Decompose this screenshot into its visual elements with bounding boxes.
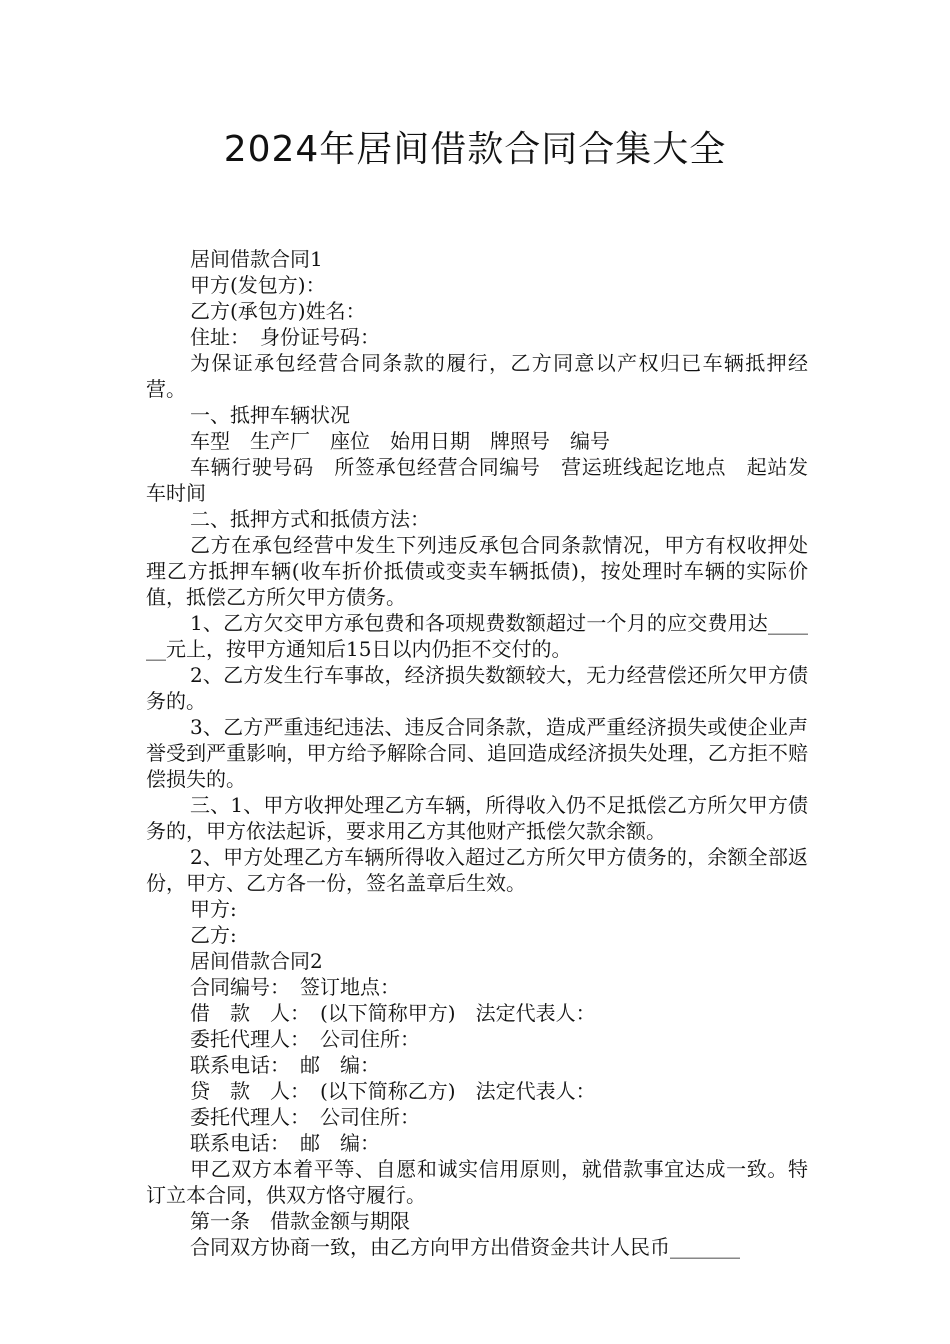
- paragraph: 3、乙方严重违纪违法、违反合同条款，造成严重经济损失或使企业声誉受到严重影响，甲方给予解除合同、追回造成经济损失处理，乙方拒不赔偿损失的。: [146, 715, 808, 791]
- document-body: [146, 246, 808, 1260]
- paragraph: 乙方(承包方)姓名：: [190, 299, 366, 323]
- paragraph: 居间借款合同1: [190, 247, 323, 271]
- paragraph: 合同双方协商一致，由乙方向甲方出借资金共计人民币_______: [190, 1235, 740, 1259]
- paragraph: 车型 生产厂 座位 始用日期 牌照号 编号: [190, 429, 610, 453]
- paragraph: 为保证承包经营合同条款的履行，乙方同意以产权归已车辆抵押经营。: [146, 351, 808, 401]
- paragraph: 2、甲方处理乙方车辆所得收入超过乙方所欠甲方债务的，余额全部返份，甲方、乙方各一份，签名盖章后生效。: [146, 845, 808, 895]
- paragraph: 甲方(发包方)：: [190, 273, 326, 297]
- paragraph: 二、抵押方式和抵债方法：: [190, 507, 430, 531]
- paragraph: 合同编号： 签订地点：: [190, 975, 400, 999]
- paragraph: 1、乙方欠交甲方承包费和各项规费数额超过一个月的应交费用达______元上，按甲方通知后15日以内仍拒不交付的。: [146, 611, 808, 661]
- paragraph: 居间借款合同2: [190, 949, 323, 973]
- paragraph: 委托代理人： 公司住所：: [190, 1105, 420, 1129]
- paragraph: 一、抵押车辆状况: [190, 403, 350, 427]
- paragraph: 委托代理人： 公司住所：: [190, 1027, 420, 1051]
- paragraph: 借 款 人： (以下简称甲方) 法定代表人：: [190, 1001, 596, 1025]
- paragraph: 乙方:: [190, 923, 237, 947]
- paragraph: 贷 款 人： (以下简称乙方) 法定代表人：: [190, 1079, 596, 1103]
- paragraph: 乙方在承包经营中发生下列违反承包合同条款情况，甲方有权收押处理乙方抵押车辆(收车折价抵债或变卖车辆抵债)，按处理时车辆的实际价值，抵偿乙方所欠甲方债务。: [146, 533, 808, 609]
- paragraph: 2、乙方发生行车事故，经济损失数额较大，无力经营偿还所欠甲方债务的。: [146, 663, 808, 713]
- paragraph: 联系电话： 邮 编：: [190, 1053, 380, 1077]
- paragraph: 联系电话： 邮 编：: [190, 1131, 380, 1155]
- paragraph: 三、1、甲方收押处理乙方车辆，所得收入仍不足抵偿乙方所欠甲方债务的，甲方依法起诉，要求用乙方其他财产抵偿欠款余额。: [146, 793, 808, 843]
- paragraph: 住址： 身份证号码：: [190, 325, 380, 349]
- document-title: 2024年居间借款合同合集大全: [223, 129, 727, 170]
- paragraph: 第一条 借款金额与期限: [190, 1209, 410, 1233]
- paragraph: 甲方:: [190, 897, 237, 921]
- paragraph: 甲乙双方本着平等、自愿和诚实信用原则，就借款事宜达成一致。特订立本合同，供双方恪守履行。: [146, 1157, 808, 1207]
- paragraph: 车辆行驶号码 所签承包经营合同编号 营运班线起讫地点 起站发车时间: [146, 455, 808, 505]
